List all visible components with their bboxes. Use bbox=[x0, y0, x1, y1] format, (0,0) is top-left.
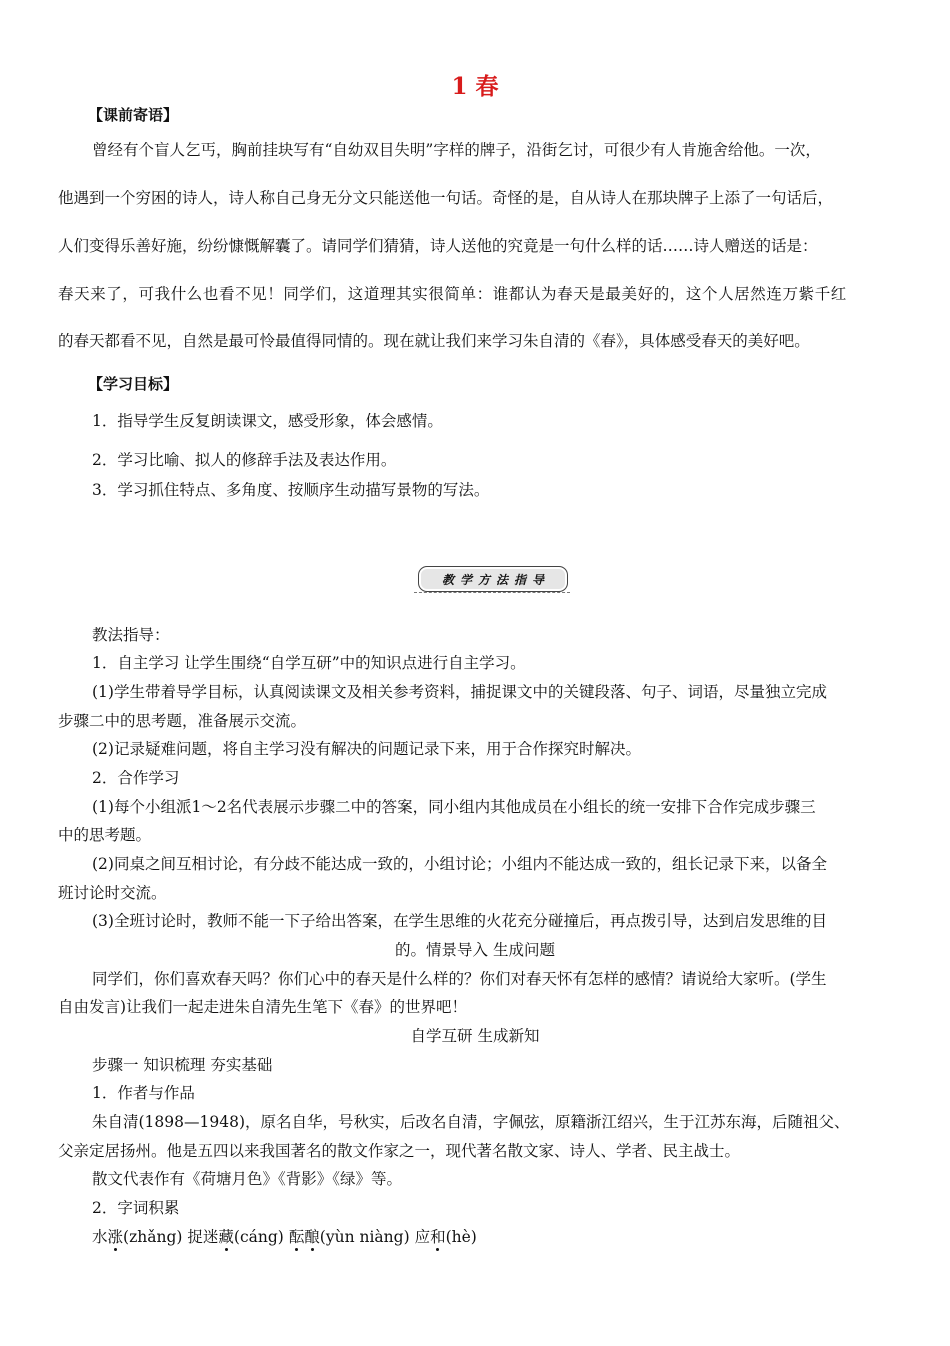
body-line: 步骤一 知识梳理 夯实基础 bbox=[92, 1056, 273, 1074]
preface-line: 他遇到一个穷困的诗人，诗人称自己身无分文只能送他一句话。奇怪的是，自从诗人在那块牌子上添了一句话后， bbox=[58, 189, 834, 207]
goals-heading: 【学习目标】 bbox=[88, 375, 179, 393]
section-subtitle: 自学互研 生成新知 bbox=[410, 1027, 540, 1045]
body-line: 的。情景导入 生成问题 bbox=[395, 941, 555, 959]
vocab-word: 捉迷藏(cáng) bbox=[187, 1228, 284, 1246]
vocab-word: 酝酿(yùn niàng) bbox=[288, 1228, 410, 1246]
body-line: 2．合作学习 bbox=[92, 769, 180, 787]
body-line: 父亲定居扬州。他是五四以来我国著名的散文作家之一，现代著名散文家、诗人、学者、民主战士。 bbox=[58, 1142, 741, 1160]
body-line: (1)学生带着导学目标，认真阅读课文及相关参考资料，捕捉课文中的关键段落、句子、词语，尽量独立完成 bbox=[92, 683, 827, 701]
section-banner bbox=[418, 566, 568, 592]
vocab-word: 水涨(zhǎng) bbox=[92, 1228, 183, 1246]
banner-underline bbox=[414, 592, 570, 596]
body-line: 2．字词积累 bbox=[92, 1199, 180, 1217]
body-line: 同学们，你们喜欢春天吗？你们心中的春天是什么样的？你们对春天怀有怎样的感情？请说给大家听。(学生 bbox=[92, 970, 827, 988]
preface-line: 人们变得乐善好施，纷纷慷慨解囊了。请同学们猜猜，诗人送他的究竟是一句什么样的话……诗人赠送的话是： bbox=[58, 237, 818, 255]
banner-text: 教学方法指导 bbox=[441, 572, 550, 587]
goal-item: 3．学习抓住特点、多角度、按顺序生动描写景物的写法。 bbox=[92, 481, 490, 499]
preface-heading: 【课前寄语】 bbox=[88, 106, 179, 124]
preface-line: 曾经有个盲人乞丐，胸前挂块写有“自幼双目失明”字样的牌子，沿街乞讨，可很少有人肯施舍给他。一次， bbox=[92, 141, 821, 159]
vocab-word: 应和(hè) bbox=[414, 1228, 477, 1246]
body-line: 散文代表作有《荷塘月色》《背影》《绿》等。 bbox=[92, 1170, 403, 1188]
preface-line: 春天来了，可我什么也看不见！同学们，这道理其实很简单：谁都认为春天是最美好的，这个人居然连万紫千红 bbox=[58, 285, 847, 303]
goal-item: 2．学习比喻、拟人的修辞手法及表达作用。 bbox=[92, 451, 397, 469]
body-line: (1)每个小组派1～2名代表展示步骤二中的答案，同小组内其他成员在小组长的统一安排下合作完成步骤三 bbox=[92, 798, 816, 816]
vocab-line bbox=[92, 1230, 477, 1246]
body-line: 班讨论时交流。 bbox=[58, 884, 167, 902]
body-line: 1．自主学习 让学生围绕“自学互研”中的知识点进行自主学习。 bbox=[92, 654, 526, 672]
page-title: 1 春 bbox=[451, 73, 499, 100]
body-line: 1．作者与作品 bbox=[92, 1084, 195, 1102]
body-line: 自由发言)让我们一起走进朱自清先生笔下《春》的世界吧！ bbox=[58, 998, 468, 1016]
body-line: 中的思考题。 bbox=[58, 826, 152, 844]
body-line: 教法指导： bbox=[92, 626, 170, 644]
preface-line: 的春天都看不见，自然是最可怜最值得同情的。现在就让我们来学习朱自清的《春》，具体感受春天的美好吧。 bbox=[58, 332, 810, 350]
body-line: (2)记录疑难问题，将自主学习没有解决的问题记录下来，用于合作探究时解决。 bbox=[92, 740, 641, 758]
body-line: (3)全班讨论时，教师不能一下子给出答案，在学生思维的火花充分碰撞后，再点拨引导，达到启发思维的目 bbox=[92, 912, 827, 930]
body-line: 步骤二中的思考题，准备展示交流。 bbox=[58, 712, 307, 730]
goal-item: 1．指导学生反复朗读课文，感受形象，体会感情。 bbox=[92, 412, 443, 430]
body-line: (2)同桌之间互相讨论，有分歧不能达成一致的，小组讨论；小组内不能达成一致的，组长记录下来，以备全 bbox=[92, 855, 827, 873]
body-line: 朱自清(1898—1948)，原名自华，号秋实，后改名自清，字佩弦，原籍浙江绍兴，生于江苏东海，后随祖父、 bbox=[92, 1113, 850, 1131]
